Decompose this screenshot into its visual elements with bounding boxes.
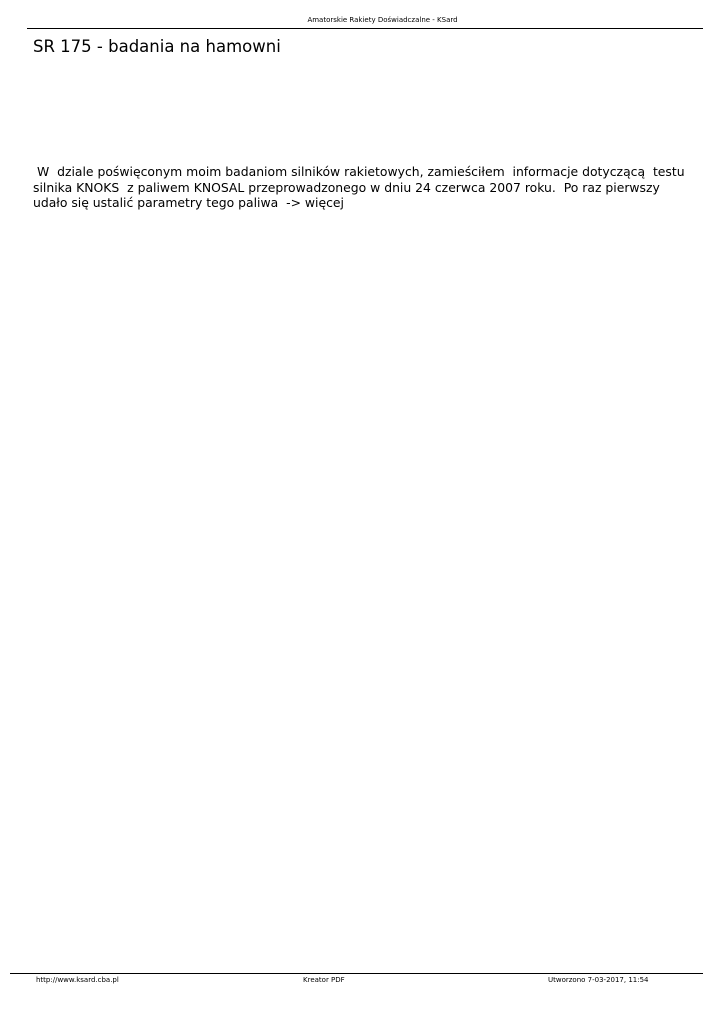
footer-divider — [10, 973, 703, 974]
more-link[interactable]: -> więcej — [286, 195, 344, 210]
article-title: SR 175 - badania na hamowni — [33, 37, 281, 56]
footer-created-timestamp: Utworzono 7-03-2017, 11:54 — [548, 976, 649, 984]
article-body — [33, 164, 693, 211]
page-header: Amatorskie Rakiety Doświadczalne - KSard — [307, 16, 458, 24]
header-divider — [27, 28, 703, 29]
footer-url[interactable]: http://www.ksard.cba.pl — [36, 976, 119, 984]
article-body-text: W dziale poświęconym moim badaniom silników rakietowych, zamieściłem informacje dotyczącą testu silnika KNOKS z paliwem KNOSAL przeprowadzonego w dniu 24 czerwca 2007 roku. Po raz pierwszy udało się ustalić parametry tego paliwa — [33, 164, 689, 210]
footer-creator: Kreator PDF — [303, 976, 345, 984]
